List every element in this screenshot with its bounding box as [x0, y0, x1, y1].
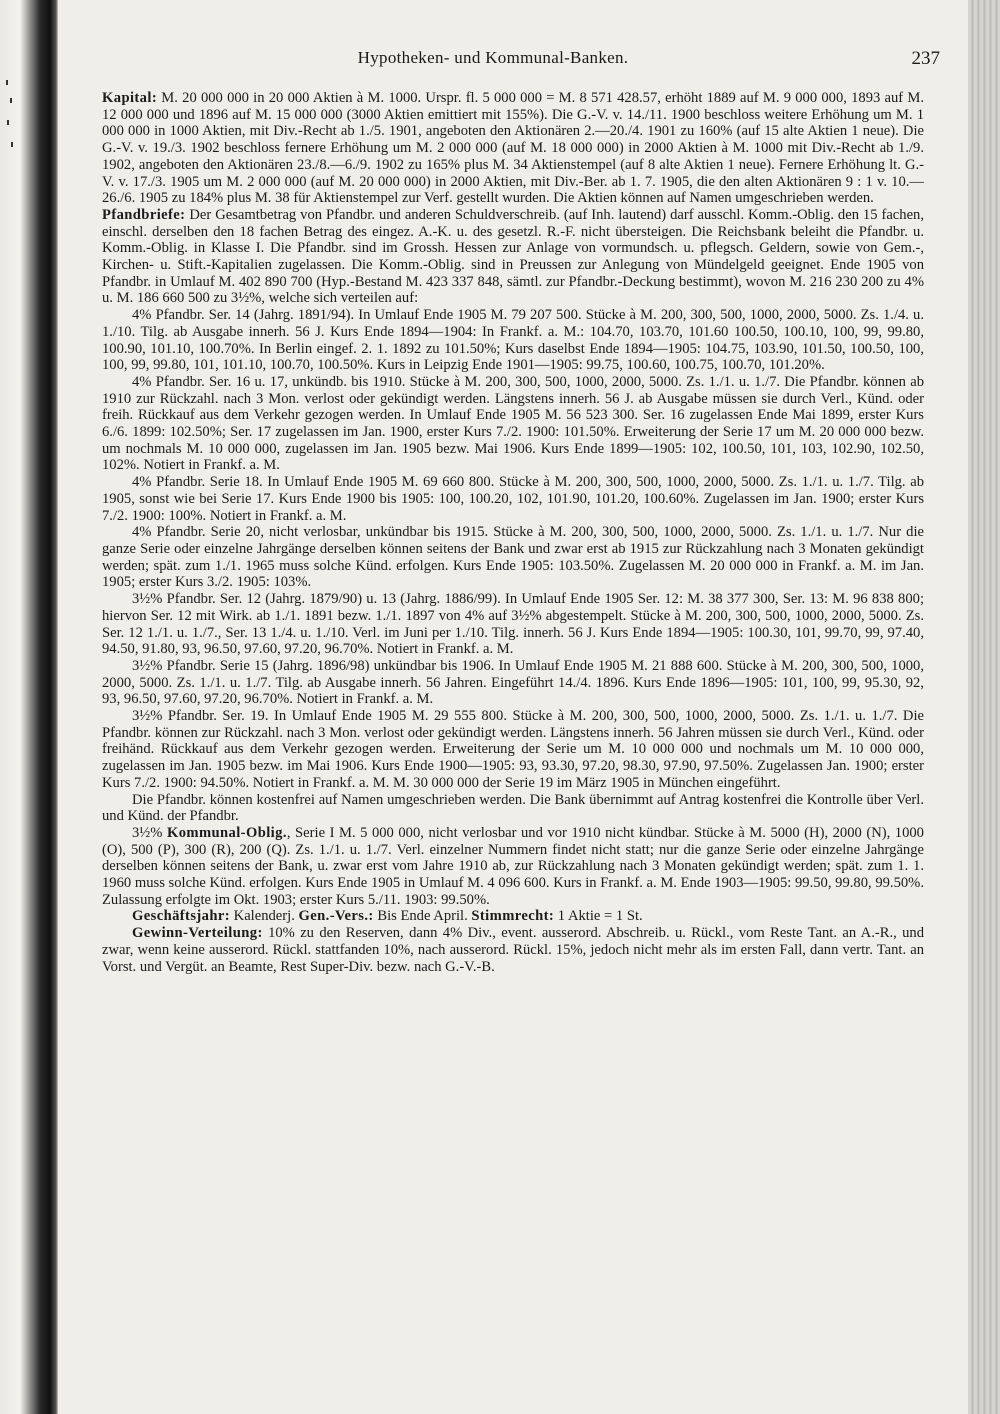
- section-label: Kommunal-Oblig.: [166, 824, 287, 841]
- section-label: Gen.-Vers.:: [298, 908, 374, 925]
- section-label: Kapital:: [102, 90, 158, 106]
- paragraph-text: 4% Pfandbr. Serie 18. In Umlauf Ende 1905 M. 69 660 800. Stücke à M. 200, 300, 500, 1000, 2000, 5000. Zs. 1./1. u. 1./7. Tilg. ab 1905, sonst wie bei Serie 17. Kurs Ende 1900 bis 1905: 100, 100.20, 102, 101.90, 101.20, 100.60%. Zugelassen im Jan. 1900; erster Kurs 7./2. 1900: 100%. Notiert in Frankf. a. M.: [102, 474, 924, 524]
- paragraph-serie-20: [102, 524, 924, 591]
- paragraph-text: , Serie I M. 5 000 000, nicht verlosbar und vor 1910 nicht kündbar. Stücke à M. 5000 (H), 2000 (N), 1000 (O), 500 (P), 300 (R), 200 (Q). Zs. 1./1. u. 1./7. Verl. einzelner Nummern findet nicht statt; nur die ganze Serie oder einzelne Jahrgänge derselben können seitens der Bank, u. zwar erst vom Jahre 1910 ab, zur Rückzahlung nach 3 Monaten gekündigt werden; spät. zum 1. 1. 1960 muss solche Künd. erfolgen. Kurs Ende 1905 in Umlauf M. 4 096 600. Kurs in Frankf. a. M. Ende 1903—1905: 99.50, 99.80, 99.50%. Zulassung erfolgte im Okt. 1903; erster Kurs 5./11. 1903: 99.50%.: [102, 824, 924, 908]
- paragraph-text: 4% Pfandbr. Ser. 16 u. 17, unkündb. bis 1910. Stücke à M. 200, 300, 500, 1000, 2000, 5000. Zs. 1./1. u. 1./7. Die Pfandbr. können ab 1910 zur Rückzahl. nach 3 Mon. verlost oder gekündigt werden. Längstens innerh. 56 J. ab Ausgabe müssen sie durch Verl., Künd. oder freih. Rückkauf aus dem Verkehr gezogen werden. In Umlauf Ende 1905 M. 56 523 300. Ser. 16 zugelassen Ende Mai 1899, erster Kurs 6./6. 1899: 102.50%; Ser. 17 zugelassen im Jan. 1900, erster Kurs 7./2. 1900: 101.50%. Erweiterung der Serie 17 um M. 20 000 000 bezw. um nochmals M. 10 000 000, zugelassen im Jan. 1905 bezw. Mai 1906. Kurs Ende 1899—1905: 102, 100.50, 101, 103, 102.90, 102.50, 102%. Notiert in Frankf. a. M.: [102, 373, 924, 474]
- book-spine-edge: [0, 0, 58, 1414]
- section-label: Gewinn-Verteilung:: [132, 925, 263, 942]
- margin-specks: [4, 80, 18, 170]
- paragraph-namensumschreibung: [102, 792, 924, 825]
- paragraph-serie-15: [102, 658, 924, 708]
- paragraph-serie-12-13: [102, 591, 924, 658]
- book-page: [58, 0, 968, 1414]
- page-header: [58, 48, 968, 72]
- paragraph-text: Bis Ende April.: [373, 908, 472, 925]
- paragraph-kapital: [102, 90, 924, 207]
- section-label: Geschäftsjahr:: [132, 908, 231, 925]
- paragraph-geschaeftsjahr: [102, 908, 924, 925]
- paragraph-text: 10% zu den Reserven, dann 4% Div., event. ausserord. Abschreib. u. Rückl., vom Reste Tant. an A.-R., und zwar, wenn keine ausserord. Rückl. stattfanden 10%, nach ausserord. Rückl. 15%, jedoch nicht mehr als im ersten Fall, dann vertr. Tant. an Vorst. und Vergüt. an Beamte, Rest Super-Div. bezw. nach G.-V.-B.: [102, 925, 924, 975]
- paragraph-kommunal-oblig: [102, 825, 924, 909]
- paragraph-pfandbriefe: [102, 207, 924, 307]
- paragraph-text: Kalenderj.: [230, 908, 299, 925]
- page-stack-edge: [968, 0, 1000, 1414]
- paragraph-text: Der Gesamtbetrag von Pfandbr. und anderen Schuldverschreib. (auf Inh. lautend) darf ausschl. Komm.-Oblig. den 15 fachen, einschl. derselben den 18 fachen Betrag des eingez. A.-K. u. des gesetzl. R.-F. nicht übersteigen. Die Reichsbank beleiht die Pfandbr. u. Komm.-Oblig. in Klasse I. Die Pfandbr. sind im Grossh. Hessen zur Anlage von vormundsch. u. pflegsch. Geldern, sowie von Gem.-, Kirchen- u. Stift.-Kapitalien zugelassen. Die Komm.-Oblig. sind in Preussen zur Anlegung von Mündelgeld geeignet. Ende 1905 von Pfandbr. in Umlauf M. 402 890 700 (Hyp.-Bestand M. 423 337 848, sämtl. zur Pfandbr.-Deckung bestimmt), wovon M. 216 230 200 zu 4% u. M. 186 660 500 zu 3½%, welche sich verteilen auf:: [102, 206, 924, 307]
- paragraph-text: 1 Aktie = 1 St.: [554, 908, 643, 925]
- paragraph-text: 3½% Pfandbr. Ser. 12 (Jahrg. 1879/90) u. 13 (Jahrg. 1886/99). In Umlauf Ende 1905 Ser. 12: M. 38 377 300, Ser. 13: M. 96 838 800; hiervon Ser. 12 mit Wirk. ab 1./1. 1891 bezw. 1./1. 1897 von 4% auf 3½% abgestempelt. Stücke à M. 200, 300, 500, 1000, 2000, 5000. Zs. Ser. 12 1./1. u. 1./7., Ser. 13 1./4. u. 1./10. Verl. im Juni per 1./10. Tilg. innerh. 56 J. Kurs Ende 1894—1905: 100.30, 101, 99.70, 99, 97.40, 94.50, 91.80, 93, 96.50, 97.60, 97.20, 96.70%. Notiert in Frankf. a. M.: [102, 591, 924, 658]
- paragraph-gewinn-verteilung: [102, 925, 924, 975]
- section-label: Stimmrecht:: [471, 908, 555, 925]
- section-label: Pfandbriefe:: [102, 206, 186, 223]
- paragraph-serie-18: [102, 474, 924, 524]
- paragraph-serie-16-17: [102, 374, 924, 474]
- paragraph-serie-19: [102, 708, 924, 792]
- paragraph-text: 4% Pfandbr. Ser. 14 (Jahrg. 1891/94). In Umlauf Ende 1905 M. 79 207 500. Stücke à M. 200, 300, 500, 1000, 2000, 5000. Zs. 1./4. u. 1./10. Tilg. ab Ausgabe innerh. 56 J. Kurs Ende 1894—1904: In Frankf. a. M.: 104.70, 103.70, 101.60 100.50, 100.10, 100, 99, 99.80, 100.90, 101.10, 100.70%. In Berlin eingef. 2. 1. 1892 zu 101.50%; Kurs daselbst Ende 1894—1905: 104.75, 103.90, 101.50, 100.50, 100, 100, 99, 99.80, 101, 101.10, 100.70, 100.50%. Kurs in Leipzig Ende 1901—1905: 99.75, 100.60, 100.75, 100.70, 101.20%.: [102, 307, 924, 374]
- running-head: Hypotheken- und Kommunal-Banken.: [357, 48, 629, 67]
- paragraph-text: 3½% Pfandbr. Serie 15 (Jahrg. 1896/98) unkündbar bis 1906. In Umlauf Ende 1905 M. 21 888 600. Stücke à M. 200, 300, 500, 1000, 2000, 5000. Zs. 1./1. u. 1./7. Tilg. ab Ausgabe innerh. 56 Jahren. Eingeführt 14./4. 1896. Kurs Ende 1896—1905: 101, 100, 99, 95.30, 92, 93, 96.50, 97.60, 97.20, 96.70%. Notiert in Frankf. a. M.: [102, 657, 924, 708]
- body-text: [102, 90, 924, 975]
- paragraph-text: 3½% Pfandbr. Ser. 19. In Umlauf Ende 1905 M. 29 555 800. Stücke à M. 200, 300, 500, 1000, 2000, 5000. Zs. 1./1. u. 1./7. Die Pfandbr. können zur Rückzahl. nach 3 Mon. verlost oder gekündigt werden. Längstens innerh. 56 Jahren müssen sie durch Verl., Künd. oder freihänd. Rückkauf aus dem Verkehr gezogen werden. Erweiterung der Serie um M. 10 000 000 und nochmals um M. 10 000 000, zugelassen im Jan. 1905 bezw. im Mai 1906. Kurs Ende 1900—1905: 93, 93.30, 97.20, 98.30, 97.90, 97.50%. Zugelassen Jan. 1900; erster Kurs 7./2. 1900: 94.50%. Notiert in Frankf. a. M. M. 30 000 000 der Serie 19 im März 1905 in München eingeführt.: [102, 708, 924, 791]
- paragraph-serie-14: [102, 307, 924, 374]
- paragraph-text: M. 20 000 000 in 20 000 Aktien à M. 1000. Urspr. fl. 5 000 000 = M. 8 571 428.57, erhöht 1889 auf M. 9 000 000, 1893 auf M. 12 000 000 und 1896 auf M. 15 000 000 (3000 Aktien emittiert mit 155%). Die G.-V. v. 14./11. 1900 beschloss weitere Erhöhung um M. 1 000 000 in 1000 Aktien, mit Div.-Recht ab 1./5. 1901, angeboten den Aktionären 2.—20./4. 1901 zu 160% (auf 15 alte Aktien 1 neue). Die G.-V. v. 19./3. 1902 beschloss fernere Erhöhung um M. 2 000 000 (auf M. 18 000 000) in 2000 Aktien à M. 1000 mit Div.-Recht ab 1./9. 1902, angeboten den Aktionären 23./8.—6./9. 1902 zu 165% plus M. 34 Aktienstempel (auf 8 alte Aktien 1 neue). Fernere Erhöhung lt. G.-V. v. 17./3. 1905 um M. 2 000 000 (auf M. 20 000 000) in 2000 Aktien, mit Div.-Ber. ab 1. 7. 1905, die den alten Aktionären 9 : 1 v. 10.—26./6. 1905 zu 184% plus M. 38 für Aktienstempel zur Verf. gestellt wurden. Die Aktien können auf Namen umgeschrieben werden.: [102, 90, 924, 207]
- paragraph-prefix: 3½%: [132, 824, 167, 841]
- paragraph-text: 4% Pfandbr. Serie 20, nicht verlosbar, unkündbar bis 1915. Stücke à M. 200, 300, 500, 1000, 2000, 5000. Zs. 1./1. u. 1./7. Nur die ganze Serie oder einzelne Jahrgänge derselben können seitens der Bank und zwar erst ab 1915 zur Rückzahlung nach 3 Monaten gekündigt werden; spät. zum 1./1. 1965 muss solche Künd. erfolgen. Kurs Ende 1905: 103.50%. Zugelassen M. 20 000 000 in Frankf. a. M. im Jan. 1905; erster Kurs 3./2. 1905: 103%.: [102, 524, 924, 591]
- page-number: 237: [911, 48, 940, 69]
- paragraph-text: Die Pfandbr. können kostenfrei auf Namen umgeschrieben werden. Die Bank übernimmt auf Antrag kostenfrei die Kontrolle über Verl. und Künd. der Pfandbr.: [102, 791, 924, 825]
